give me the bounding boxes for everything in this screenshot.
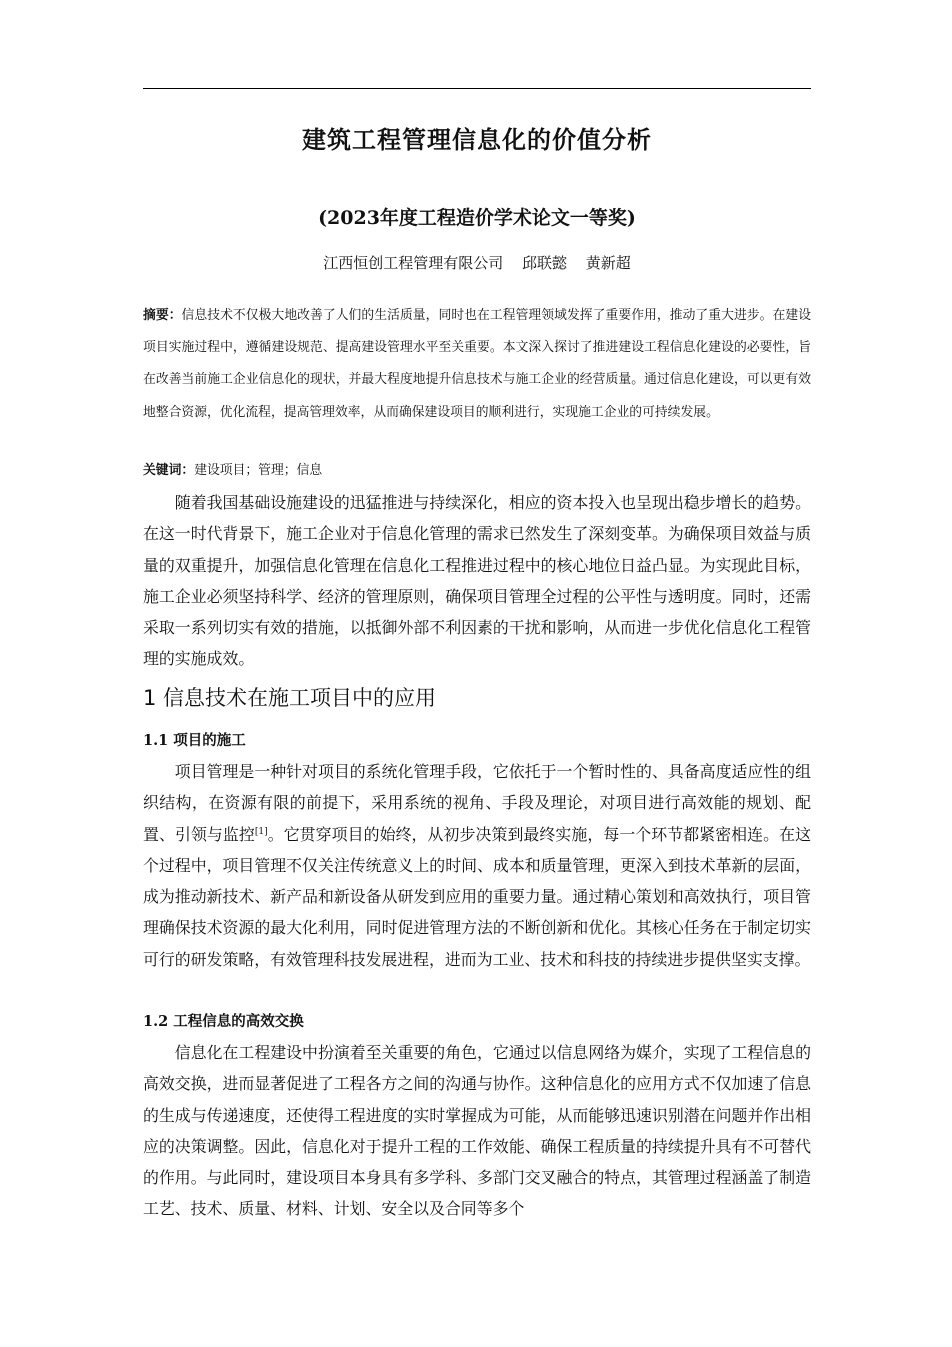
author-line: [143, 250, 811, 276]
keywords-label: 关键词：: [143, 463, 195, 478]
intro-paragraph: 随着我国基础设施建设的迅猛推进与持续深化，相应的资本投入也呈现出稳步增长的趋势。在这一时代背景下，施工企业对于信息化管理的需求已然发生了深刻变革。为确保项目效益与质量的双重提升，加强信息化管理在信息化工程推进过程中的核心地位日益凸显。为实现此目标，施工企业必须坚持科学、经济的管理原则，确保项目管理全过程的公平性与透明度。同时，还需采取一系列切实有效的措施，以抵御外部不利因素的干扰和影响，从而进一步优化信息化工程管理的实施成效。: [143, 493, 811, 669]
abstract: [143, 300, 811, 429]
paper-subtitle: (2023年度工程造价学术论文一等奖): [318, 207, 636, 229]
paper-title: 建筑工程管理信息化的价值分析: [302, 125, 652, 154]
keywords-text: 建设项目；管理；信息: [194, 463, 323, 478]
body-paragraph: [143, 756, 811, 975]
abstract-label: 摘要：: [143, 308, 182, 323]
author-name: 黄新超: [585, 254, 631, 272]
header-rule: [143, 88, 811, 89]
subsection-heading: 1.2 工程信息的高效交换: [143, 1013, 304, 1030]
author-organization: 江西恒创工程管理有限公司: [323, 254, 504, 272]
abstract-text: 信息技术不仅极大地改善了人们的生活质量，同时也在工程管理领域发挥了重要作用，推动了重大进步。在建设项目实施过程中，遵循建设规范、提高建设管理水平至关重要。本文深入探讨了推进建设工程信息化建设的必要性，旨在改善当前施工企业信息化的现状，并最大程度地提升信息技术与施工企业的经营质量。通过信息化建设，可以更有效地整合资源，优化流程，提高管理效率，从而确保建设项目的顺利进行，实现施工企业的可持续发展。: [143, 308, 812, 420]
paragraph-text: 项目管理是一种针对项目的系统化管理手段，它依托于一个暂时性的、具备高度适应性的组织结构，在资源有限的前提下，采用系统的视角、手段及理论，对项目进行高效能的规划、配置、引领与监控: [143, 762, 811, 844]
author-name: 邱联懿: [521, 254, 567, 272]
paragraph-text: 。它贯穿项目的始终，从初步决策到最终实施，每一个环节都紧密相连。在这个过程中，项目管理不仅关注传统意义上的时间、成本和质量管理，更深入到技术革新的层面，成为推动新技术、新产品和新设备从研发到应用的重要力量。通过精心策划和高效执行，项目管理确保技术资源的最大化利用，同时促进管理方法的不断创新和优化。其核心任务在于制定切实可行的研发策略，有效管理科技发展进程，进而为工业、技术和科技的持续进步提供坚实支撑。: [143, 824, 812, 969]
body-paragraph: 信息化在工程建设中扮演着至关重要的角色，它通过以信息网络为媒介，实现了工程信息的高效交换，进而显著促进了工程各方之间的沟通与协作。这种信息化的应用方式不仅加速了信息的生成与传递速度，还使得工程进度的实时掌握成为可能，从而能够迅速识别潜在问题并作出相应的决策调整。因此，信息化对于提升工程的工作效能、确保工程质量的持续提升具有不可替代的作用。与此同时，建设项目本身具有多学科、多部门交叉融合的特点，其管理过程涵盖了制造工艺、技术、质量、材料、计划、安全以及合同等多个: [143, 1043, 811, 1219]
section-heading: 1 信息技术在施工项目中的应用: [143, 686, 437, 710]
subsection-heading: 1.1 项目的施工: [143, 732, 246, 749]
keywords: [143, 458, 811, 484]
citation-marker: [1]: [254, 826, 268, 837]
